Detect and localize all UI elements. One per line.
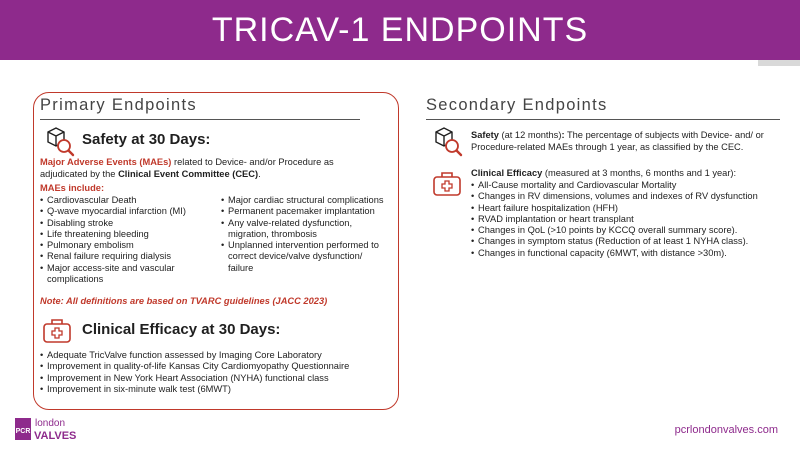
list-item: • Cardiovascular Death [40, 195, 216, 206]
medical-kit-icon [40, 315, 76, 347]
list-item: • Disabling stroke [40, 218, 216, 229]
list-item: • Permanent pacemaker implantation [221, 206, 391, 217]
tvarc-note: Note: All definitions are based on TVARC guidelines (JACC 2023) [40, 296, 328, 306]
primary-endpoints-title: Primary Endpoints [40, 96, 197, 114]
maes-list-right [221, 195, 391, 274]
medical-kit-icon [430, 168, 466, 200]
intro-end: . [258, 168, 261, 179]
list-item: • Changes in RV dimensions, volumes and indexes of RV dysfunction [471, 191, 789, 202]
maes-term: Major Adverse Events (MAEs) [40, 157, 172, 167]
search-box-icon [40, 124, 78, 158]
list-item: • RVAD implantation or heart transplant [471, 214, 789, 225]
secondary-efficacy-list [471, 180, 789, 259]
pcr-london-valves-logo [15, 414, 95, 442]
cec-term: Clinical Event Committee (CEC) [118, 168, 259, 179]
secondary-safety-label: Safety [471, 130, 499, 140]
maes-list-left [40, 195, 216, 285]
list-item: • Q-wave myocardial infarction (MI) [40, 206, 216, 217]
primary-title-rule [40, 119, 360, 120]
secondary-endpoints-title: Secondary Endpoints [426, 96, 608, 114]
logo-text-top: london [35, 418, 66, 429]
list-item: • Unplanned intervention performed to correct device/valve dysfunction/ failure [221, 240, 381, 274]
list-item: • Pulmonary embolism [40, 240, 216, 251]
efficacy-30-days-title: Clinical Efficacy at 30 Days: [82, 321, 281, 338]
list-item: • Changes in functional capacity (6MWT, with distance >30m). [471, 248, 789, 259]
banner-accent-strip [758, 60, 800, 66]
list-item: • Life threatening bleeding [40, 229, 216, 240]
maes-include-label: MAEs include: [40, 183, 105, 193]
list-item: • Improvement in New York Heart Association (NYHA) functional class [40, 373, 390, 384]
list-item: • Major access-site and vascular complications [40, 263, 190, 286]
search-box-icon [428, 124, 466, 158]
logo-badge-text: PCR [15, 428, 31, 435]
safety-30-days-intro [40, 157, 380, 180]
secondary-safety-body: The percentage of subjects with Device- and/ or Procedure-related MAEs through 1 year, as classified by the CEC. [471, 130, 764, 152]
list-item: • Major cardiac structural complications [221, 195, 391, 206]
secondary-safety-text [471, 130, 783, 153]
list-item: • Any valve-related dysfunction, migration, thrombosis [221, 218, 371, 241]
list-item: • All-Cause mortality and Cardiovascular Mortality [471, 180, 789, 191]
list-item: • Improvement in six-minute walk test (6MWT) [40, 384, 390, 395]
list-item: • Adequate TricValve function assessed by Imaging Core Laboratory [40, 350, 390, 361]
secondary-efficacy-text: (measured at 3 months, 6 months and 1 year): [542, 168, 737, 178]
maes-intro-text: related to Device- and/or Procedure as adjudicated by the [40, 157, 334, 179]
list-item: • Renal failure requiring dialysis [40, 251, 216, 262]
secondary-safety-paren: (at 12 months) [498, 130, 562, 140]
list-item: • Changes in symptom status (Reduction of at least 1 NYHA class). [471, 236, 789, 247]
list-item: • Improvement in quality-of-life Kansas City Cardiomyopathy Questionnaire [40, 361, 390, 372]
secondary-safety-colon: : [561, 130, 565, 140]
secondary-efficacy-label: Clinical Efficacy [471, 168, 543, 178]
secondary-title-rule [426, 119, 780, 120]
page-title: TRICAV-1 ENDPOINTS [211, 11, 589, 49]
safety-30-days-title: Safety at 30 Days: [82, 131, 211, 148]
website-link[interactable]: pcrlondonvalves.com [674, 424, 778, 436]
list-item: • Changes in QoL (>10 points by KCCQ overall summary score). [471, 225, 789, 236]
secondary-efficacy-heading [471, 168, 783, 180]
list-item: • Heart failure hospitalization (HFH) [471, 203, 789, 214]
efficacy-30-days-list [40, 350, 390, 395]
logo-text-bottom: VALVES [34, 430, 77, 442]
